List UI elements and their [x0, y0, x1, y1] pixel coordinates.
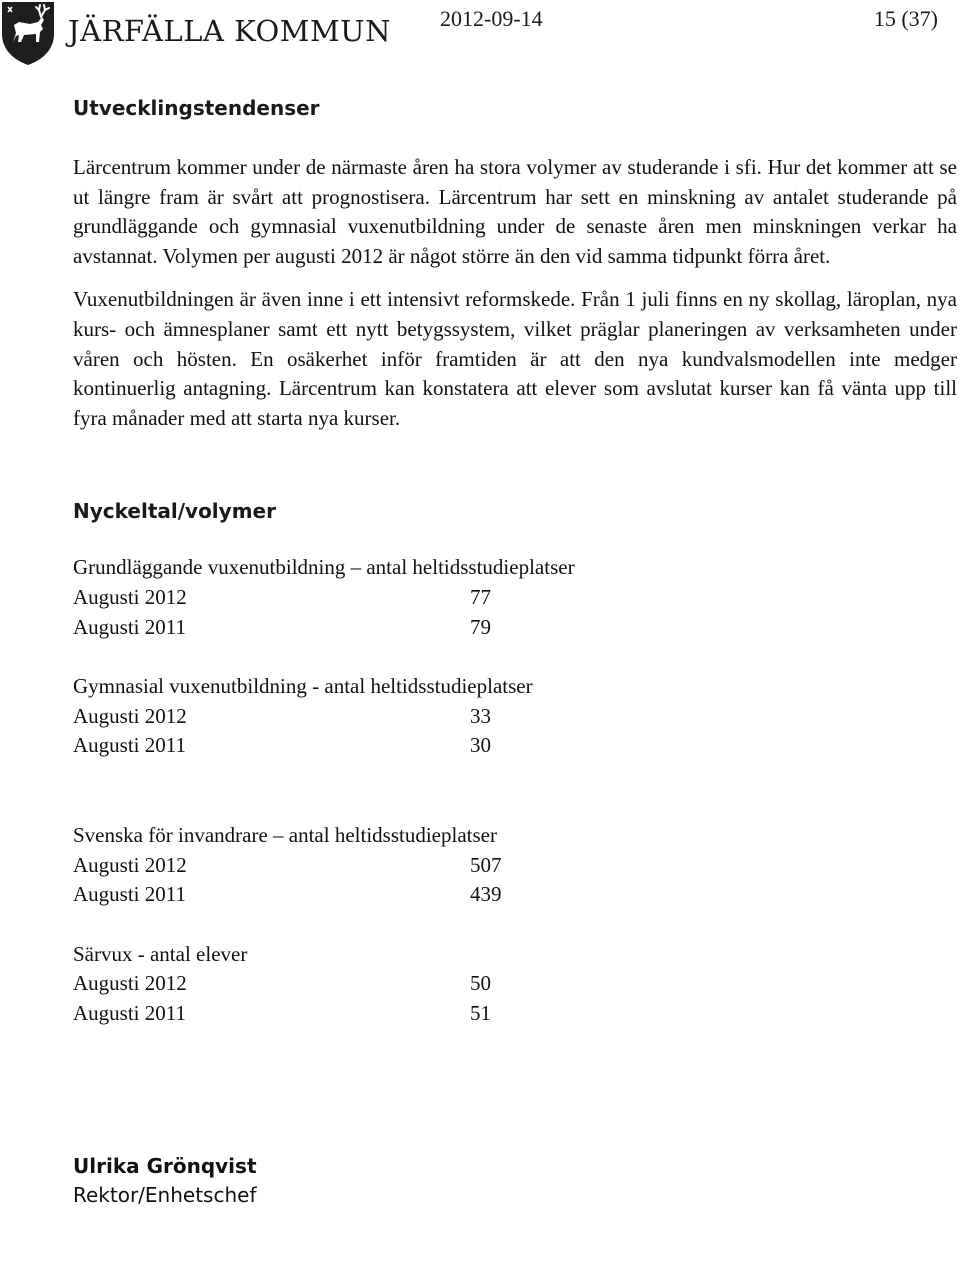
metric-group	[73, 821, 957, 910]
document-body	[73, 90, 957, 1210]
metric-group	[73, 940, 957, 1029]
paragraph: Lärcentrum kommer under de närmaste åren ha stora volymer av studerande i sfi. Hur det kommer att se ut längre fram är svårt att prognostisera. Lärcentrum har sett en minskning av antalet studerande på grundläggande och gymnasial vuxenutbildning under de senaste åren men minskningen verkar ha avstannat. Volymen per augusti 2012 är något större än den vid samma tidpunkt förra året.	[73, 155, 957, 268]
metric-value: 507	[470, 852, 502, 877]
municipality-logo	[0, 0, 391, 66]
metric-group	[73, 672, 957, 761]
metric-label: Augusti 2011	[73, 1000, 186, 1025]
signature-block	[73, 1152, 957, 1210]
metric-label: Augusti 2011	[73, 733, 186, 758]
metric-value: 51	[470, 1000, 491, 1025]
paragraph: Vuxenutbildningen är även inne i ett intensivt reformskede. Från 1 juli finns en ny skollag, läroplan, nya kurs- och ämnesplaner samt ett nytt betygssystem, vilket präglar planeringen av verksamheten under våren och hösten. En osäkerhet inför framtiden är att den nya kundvalsmodellen inte medger kontinuerlig antagning. Lärcentrum kan konstatera att elever som avslutat kurser kan få vänta upp till fyra månader med att starta nya kurser.	[73, 287, 957, 430]
organization-name: JÄRFÄLLA KOMMUN	[68, 14, 391, 48]
metric-value: 50	[470, 971, 491, 996]
metric-row	[73, 969, 957, 999]
metric-group-title: Särvux - antal elever	[73, 941, 248, 966]
metric-label: Augusti 2011	[73, 882, 186, 907]
page-header	[0, 0, 960, 70]
metric-label: Augusti 2011	[73, 614, 186, 639]
metric-row	[73, 999, 957, 1029]
heading-nyckeltal: Nyckeltal/volymer	[73, 499, 276, 524]
metric-group-title: Svenska för invandrare – antal heltidsstudieplatser	[73, 822, 497, 847]
metric-group	[73, 553, 957, 642]
signature-role: Rektor/Enhetschef	[73, 1183, 257, 1208]
document-date: 2012-09-14	[440, 6, 543, 31]
metric-value: 77	[470, 584, 491, 609]
metric-row	[73, 880, 957, 910]
coat-of-arms-icon	[0, 0, 56, 66]
metric-value: 79	[470, 614, 491, 639]
heading-utvecklingstendenser: Utvecklingstendenser	[73, 96, 320, 120]
metric-row	[73, 613, 957, 643]
metric-row	[73, 583, 957, 613]
metric-label: Augusti 2012	[73, 852, 187, 877]
metric-value: 439	[470, 882, 502, 907]
metric-group-title: Gymnasial vuxenutbildning - antal heltidsstudieplatser	[73, 674, 533, 699]
metric-value: 30	[470, 733, 491, 758]
metric-row	[73, 702, 957, 732]
metric-label: Augusti 2012	[73, 584, 187, 609]
signature-name: Ulrika Grönqvist	[73, 1154, 257, 1179]
metric-value: 33	[470, 703, 491, 728]
metric-row	[73, 851, 957, 881]
metric-label: Augusti 2012	[73, 971, 187, 996]
metric-group-title: Grundläggande vuxenutbildning – antal heltidsstudieplatser	[73, 555, 575, 580]
metric-row	[73, 731, 957, 761]
page-number: 15 (37)	[873, 6, 938, 31]
metric-label: Augusti 2012	[73, 703, 187, 728]
